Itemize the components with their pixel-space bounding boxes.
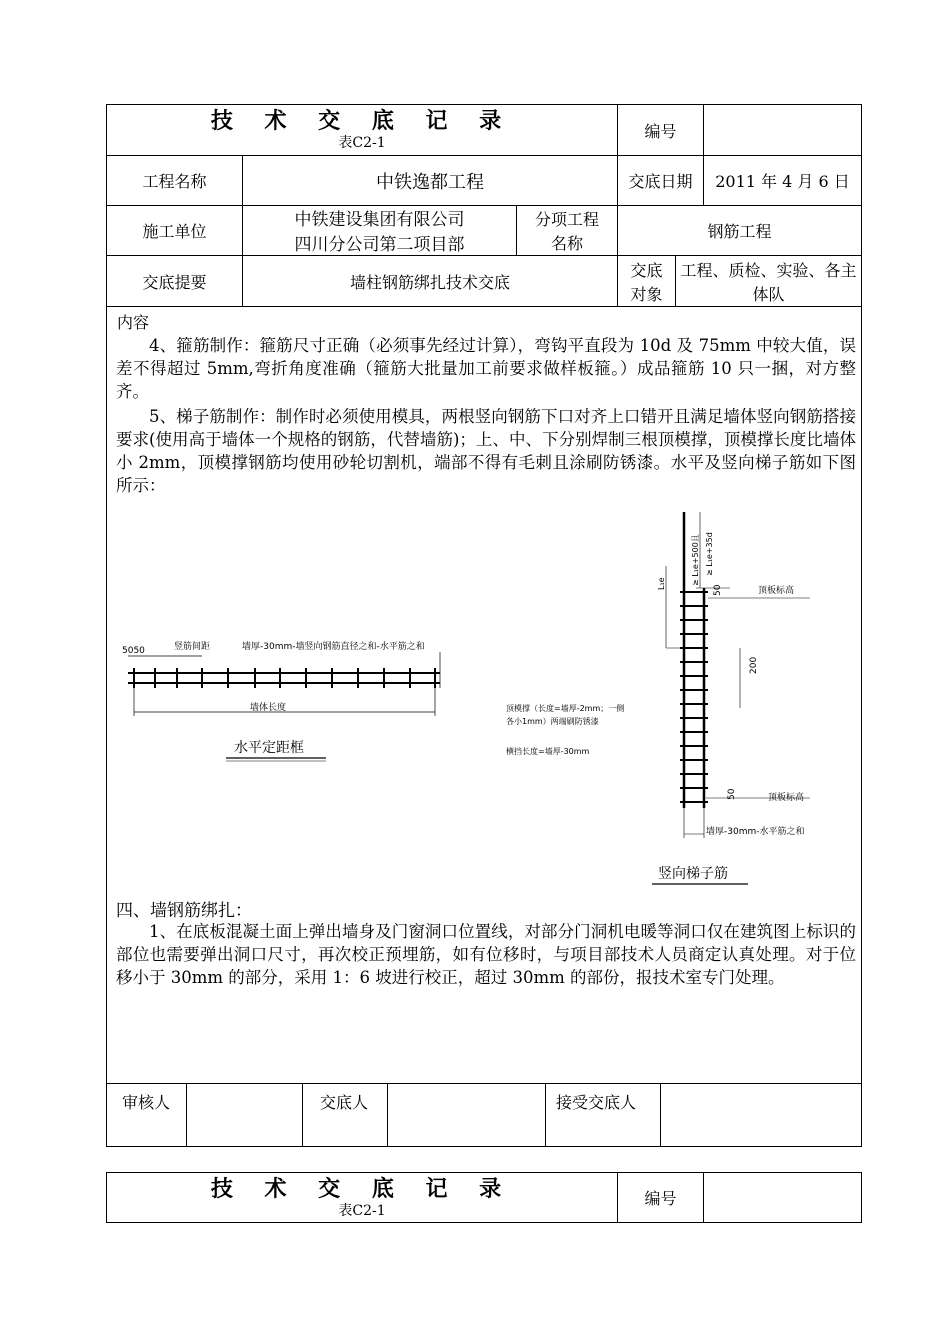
paragraph-4: 4、箍筋制作：箍筋尺寸正确（必须事先经过计算），弯钩平直段为 10d 及 75mm 中较大值，误差不得超过 5mm,弯折角度准确（箍筋大批量加工前要求做样板箍。）成品箍筋 10 只一捆，对方整齐。 [116,336,856,401]
label-spacing: 竖筋间距 [174,642,211,652]
unit-label: 施工单位 [142,222,207,241]
unit-value-line1: 中铁建设集团有限公司 [294,210,465,230]
sub-label-line1: 分项工程 [534,210,599,229]
label-lle: L₁e [657,577,666,590]
label-50-bottom: 50 [727,788,737,800]
page-title: 技 术 交 底 记 录 [210,107,514,134]
label-200: 200 [749,656,759,674]
second-form-number: 表C2-1 [338,1203,386,1219]
target-label-line1: 交底 [630,260,663,280]
target-value-line2: 体队 [752,284,785,304]
date-value: 2011 年 4 月 6 日 [715,172,850,191]
label-brace1: 顶模撑（长度=墙厚-2mm；一侧 [506,704,625,713]
unit-value-line2: 四川分公司第二项目部 [294,235,465,255]
label-lap1: ≥ L₁e+500且 [691,534,700,586]
receiver-label: 接受交底人 [556,1093,637,1112]
summary-label: 交底提要 [142,272,207,292]
caption-horizontal: 水平定距框 [234,740,304,756]
label-top-elev: 顶板标高 [758,586,795,596]
presenter-label: 交底人 [320,1093,369,1112]
target-value-line1: 工程、质检、实验、各主 [680,260,857,280]
number-label: 编号 [644,121,677,141]
label-lap2: ≥ L₁e+35d [705,532,714,576]
form-number: 表C2-1 [338,135,386,151]
target-label-line2: 对象 [630,284,663,304]
label-bottom-elev: 顶板标高 [768,793,805,803]
label-50-top: 50 [713,584,723,596]
date-label: 交底日期 [628,172,693,191]
paragraph-5: 5、梯子筋制作：制作时必须使用模具，两根竖向钢筋下口对齐上口错开且满足墙体竖向钢筋搭接要求(使用高于墙体一个规格的钢筋，代替墙筋)；上、中、下分别焊制三根顶模撑，顶模撑长度比墙体小 2mm，顶模撑钢筋均使用砂轮切割机，端部不得有毛刺且涂刷防锈漆。水平及竖向梯子筋如下图所示： [116,407,856,495]
paragraph-4-1: 1、在底板混凝土面上弹出墙身及门窗洞口位置线，对部分门洞机电暖等洞口仅在建筑图上标识的部位也需要弹出洞口尺寸，再次校正预埋筋，如有位移时，与项目部技术人员商定认真处理。对于位移小于 30mm 的部分，采用 1：6 坡进行校正，超过 30mm 的部份，报技术室专门处理。 [116,922,856,987]
second-number-label: 编号 [644,1189,677,1208]
number-value [704,105,861,155]
section-4-heading: 四、墙钢筋绑扎： [116,901,252,921]
second-page-title: 技 术 交 底 记 录 [210,1175,514,1202]
label-length: 墙体长度 [250,703,287,713]
horizontal-spacer-figure [110,630,470,770]
project-label: 工程名称 [142,172,207,191]
label-5050: 5050 [122,646,145,656]
vertical-ladder-figure [500,508,860,888]
summary-value: 墙柱钢筋绑扎技术交底 [349,272,510,292]
project-value: 中铁逸都工程 [376,171,484,193]
label-formula: 墙厚-30mm-墙竖向钢筋直径之和-水平筋之和 [242,642,425,652]
sub-label-line2: 名称 [550,234,583,253]
label-width: 墙厚-30mm-水平筋之和 [706,827,805,837]
sub-value: 钢筋工程 [707,222,772,241]
reviewer-label: 审核人 [122,1093,171,1112]
label-brace2: 各小1mm）两端刷防锈漆 [506,717,599,726]
label-rung: 横挡长度=墙厚-30mm [506,747,590,756]
content-label: 内容 [117,313,150,332]
caption-vertical: 竖向梯子筋 [658,866,728,882]
